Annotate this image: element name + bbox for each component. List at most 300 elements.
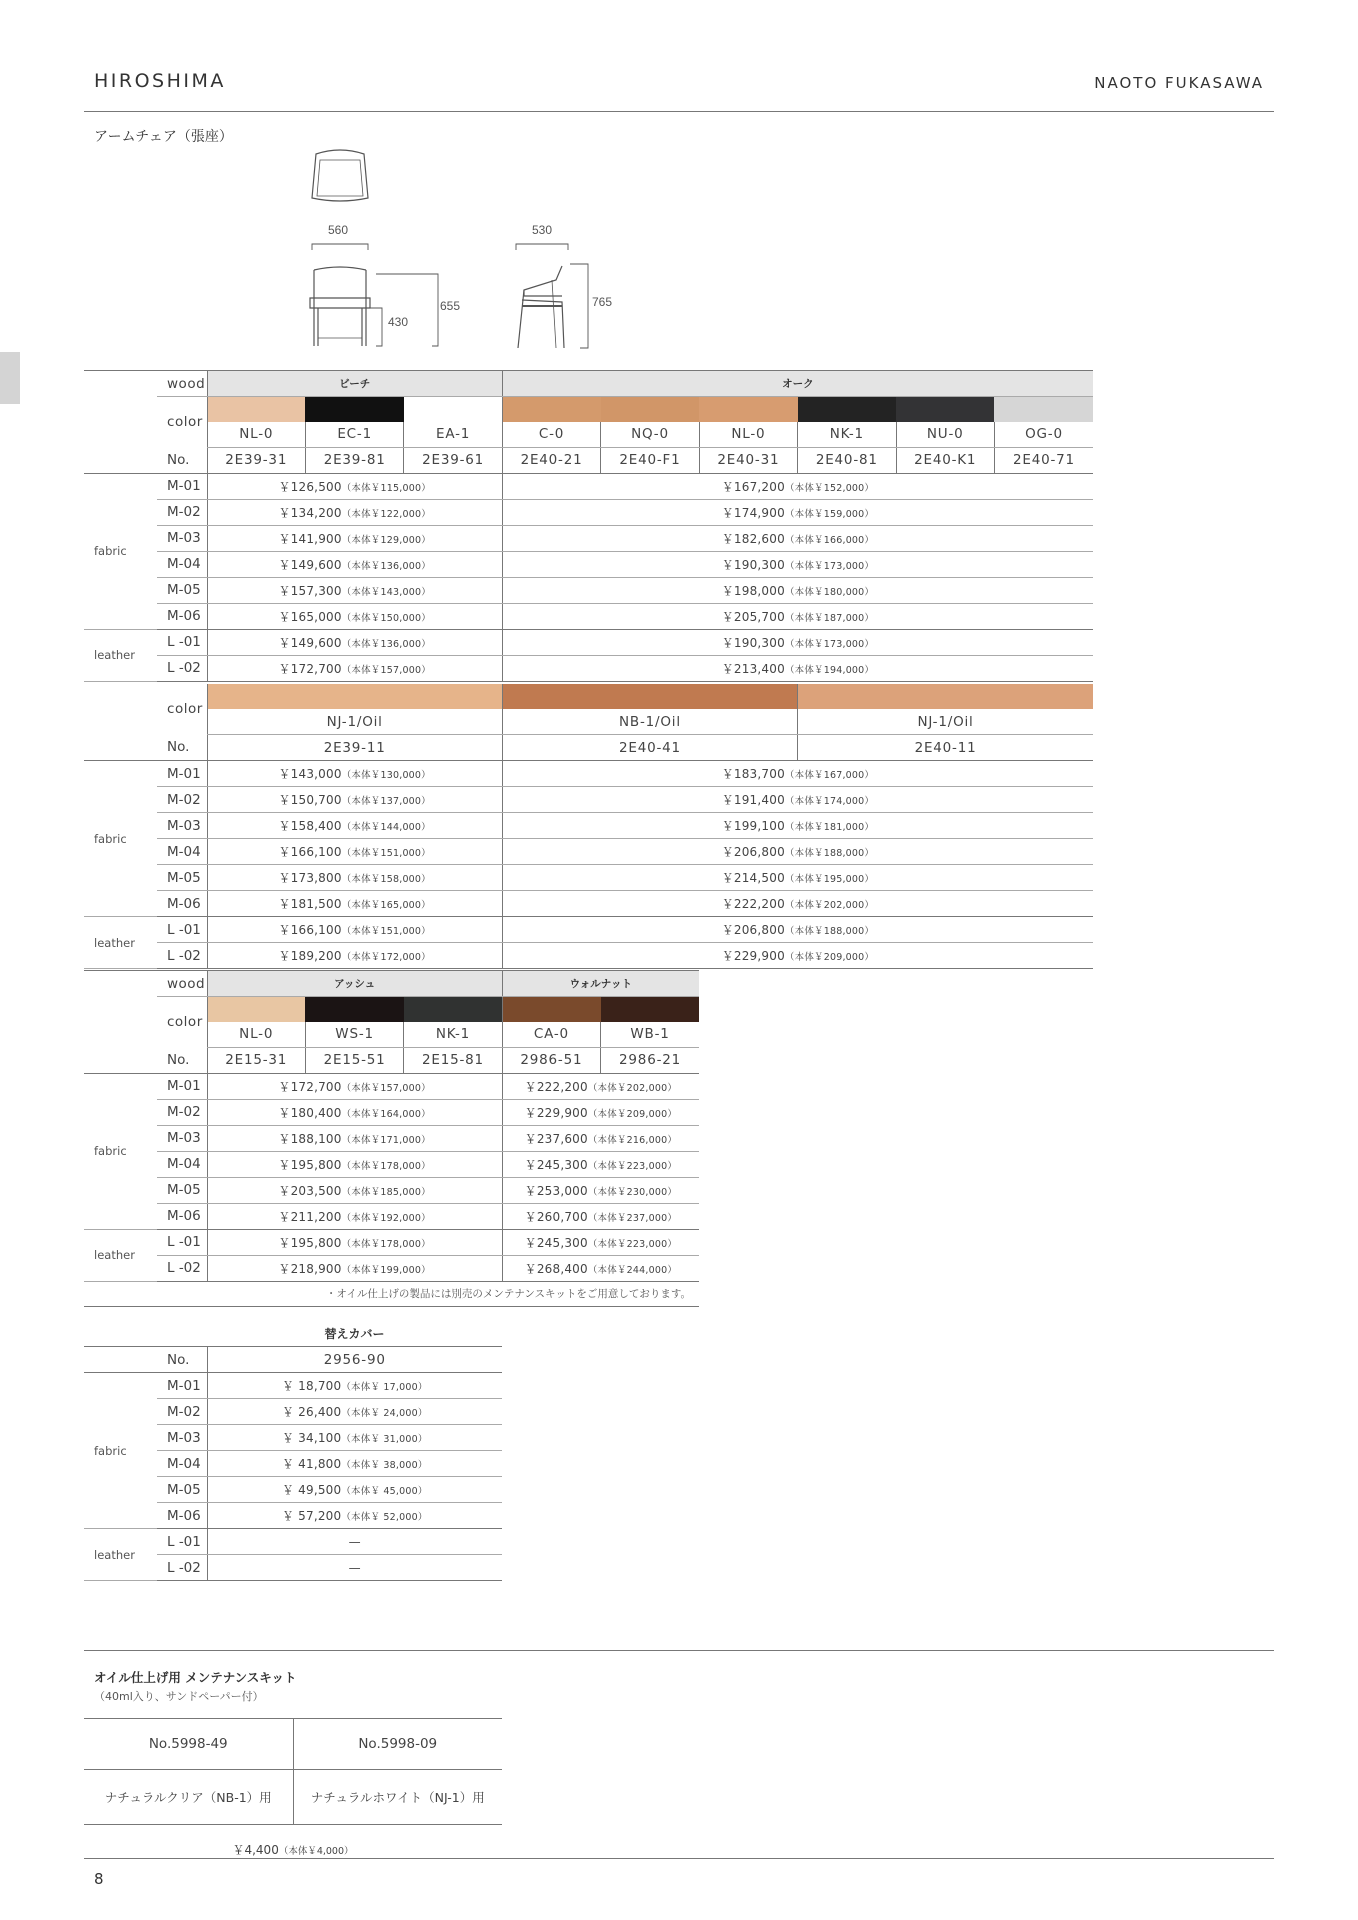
swatch-NU-0 bbox=[896, 397, 994, 422]
price-tax-note: （本体￥157,000） bbox=[341, 664, 431, 676]
price-tax-note: （本体￥136,000） bbox=[341, 638, 431, 650]
kit-code: No.5998-49 bbox=[84, 1719, 293, 1770]
product-code: 2E40-41 bbox=[502, 735, 797, 761]
material-label: fabric bbox=[84, 473, 157, 629]
color-name: NK-1 bbox=[404, 1022, 502, 1048]
t1-price-rows bbox=[84, 473, 1093, 681]
wood-label: wood bbox=[157, 971, 207, 997]
price-tax-note: （本体￥167,000） bbox=[784, 770, 875, 781]
price-cell bbox=[207, 629, 502, 655]
color-name: NQ-0 bbox=[601, 422, 699, 448]
price-value: ￥191,400 bbox=[721, 793, 785, 807]
price-tax-note: （本体￥157,000） bbox=[341, 1082, 431, 1094]
price-tax-note: （本体￥ 38,000） bbox=[341, 1460, 428, 1471]
grade-label: M-02 bbox=[157, 787, 207, 813]
grade-label: M-01 bbox=[157, 761, 207, 787]
price-value: ￥182,600 bbox=[721, 531, 785, 546]
product-code: 2E15-31 bbox=[207, 1047, 305, 1073]
product-code: 2E40-81 bbox=[798, 447, 896, 473]
price-cell bbox=[207, 473, 502, 499]
swatch-OG-0 bbox=[994, 397, 1093, 422]
price-tax-note: （本体￥151,000） bbox=[341, 926, 431, 937]
material-label: leather bbox=[84, 1529, 157, 1581]
kit-price-note: （本体￥4,000） bbox=[278, 1845, 354, 1857]
price-cell bbox=[207, 1451, 502, 1477]
grade-label: M-05 bbox=[157, 865, 207, 891]
price-value: ￥141,900 bbox=[278, 531, 342, 546]
price-cell bbox=[502, 943, 1093, 969]
price-value: ￥218,900 bbox=[278, 1261, 342, 1276]
chair-dimension-diagram bbox=[300, 148, 640, 358]
color-label: color bbox=[167, 414, 203, 430]
wood-label: wood bbox=[157, 371, 207, 397]
brand-title: HIROSHIMA bbox=[94, 70, 226, 92]
t3-price-rows bbox=[84, 1073, 699, 1281]
color-name: C-0 bbox=[502, 422, 600, 448]
grade-label: L -02 bbox=[157, 1255, 207, 1281]
grade-label: M-05 bbox=[157, 577, 207, 603]
product-code: 2E40-K1 bbox=[896, 447, 994, 473]
price-value: ￥253,000 bbox=[524, 1183, 588, 1198]
color-name: CA-0 bbox=[502, 1022, 600, 1048]
wood-ash-header: アッシュ bbox=[207, 971, 502, 997]
price-value: ￥ 26,400 bbox=[281, 1405, 342, 1419]
color-name: NL-0 bbox=[207, 1022, 305, 1048]
dim-arm-height: 655 bbox=[440, 299, 461, 313]
price-value: ￥173,800 bbox=[278, 871, 342, 885]
price-tax-note: （本体￥130,000） bbox=[341, 770, 431, 781]
price-value: ￥190,300 bbox=[721, 557, 785, 572]
cover-price-rows bbox=[84, 1373, 502, 1581]
price-cell bbox=[207, 655, 502, 681]
material-label: fabric bbox=[84, 1073, 157, 1229]
price-cell bbox=[207, 1529, 502, 1555]
kit-name: ナチュラルホワイト（NJ-1）用 bbox=[293, 1770, 502, 1825]
product-code: 2E39-11 bbox=[207, 735, 502, 761]
price-cell bbox=[207, 865, 502, 891]
price-cell bbox=[502, 839, 1093, 865]
price-tax-note: （本体￥171,000） bbox=[341, 1134, 431, 1146]
price-tax-note: （本体￥181,000） bbox=[784, 822, 875, 833]
kit-subtitle: （40ml入り、サンドペーパー付） bbox=[94, 1690, 264, 1703]
price-tax-note: （本体￥143,000） bbox=[341, 586, 431, 598]
color-name: NB-1/Oil bbox=[502, 709, 797, 735]
page-number: 8 bbox=[94, 1870, 104, 1888]
product-code: 2E15-81 bbox=[404, 1047, 502, 1073]
kit-price bbox=[84, 1825, 502, 1874]
product-code: 2986-21 bbox=[601, 1047, 699, 1073]
price-cell bbox=[207, 499, 502, 525]
dim-seat-height: 430 bbox=[388, 315, 409, 329]
price-tax-note: （本体￥152,000） bbox=[784, 482, 875, 494]
product-code: 2E39-31 bbox=[207, 447, 305, 473]
price-tax-note: （本体￥180,000） bbox=[784, 586, 875, 598]
price-cell bbox=[207, 1099, 502, 1125]
kit-price-value: ￥4,400 bbox=[232, 1842, 279, 1857]
price-cell bbox=[207, 1177, 502, 1203]
price-tax-note: （本体￥195,000） bbox=[784, 874, 875, 885]
product-code: 2986-51 bbox=[502, 1047, 600, 1073]
product-code: 2E15-51 bbox=[305, 1047, 403, 1073]
price-cell bbox=[207, 603, 502, 629]
kit-title: オイル仕上げ用 メンテナンスキット bbox=[94, 1670, 297, 1685]
color-name: NJ-1/Oil bbox=[207, 709, 502, 735]
kit-bottom-rule bbox=[84, 1858, 1274, 1859]
grade-label: M-01 bbox=[157, 1073, 207, 1099]
price-value: ￥126,500 bbox=[278, 479, 342, 494]
price-tax-note: （本体￥209,000） bbox=[784, 952, 875, 963]
price-tax-note: （本体￥178,000） bbox=[341, 1160, 431, 1172]
price-cell bbox=[207, 1255, 502, 1281]
price-value: ￥181,500 bbox=[278, 897, 342, 911]
price-cell bbox=[207, 839, 502, 865]
grade-label: L -02 bbox=[157, 1555, 207, 1581]
price-tax-note: （本体￥150,000） bbox=[341, 612, 431, 624]
not-available: — bbox=[348, 1560, 361, 1575]
swatch-WB-1 bbox=[601, 997, 699, 1022]
price-tax-note: （本体￥166,000） bbox=[784, 534, 875, 546]
grade-label: M-05 bbox=[157, 1477, 207, 1503]
price-cell bbox=[207, 1399, 502, 1425]
no-label: No. bbox=[157, 447, 207, 473]
color-name: EA-1 bbox=[404, 422, 502, 448]
grade-label: M-03 bbox=[157, 1125, 207, 1151]
price-value: ￥183,700 bbox=[721, 767, 785, 781]
price-cell bbox=[207, 1425, 502, 1451]
price-cell bbox=[502, 891, 1093, 917]
color-name: OG-0 bbox=[994, 422, 1093, 448]
grade-label: M-02 bbox=[157, 1099, 207, 1125]
cover-code: 2956-90 bbox=[207, 1347, 502, 1373]
price-cell bbox=[207, 917, 502, 943]
price-tax-note: （本体￥ 24,000） bbox=[341, 1408, 428, 1419]
price-tax-note: （本体￥173,000） bbox=[784, 638, 875, 650]
price-value: ￥211,200 bbox=[278, 1209, 342, 1224]
price-tax-note: （本体￥188,000） bbox=[784, 848, 875, 859]
price-value: ￥166,100 bbox=[278, 845, 342, 859]
price-value: ￥198,000 bbox=[721, 583, 785, 598]
price-tax-note: （本体￥ 45,000） bbox=[341, 1486, 428, 1497]
price-cell bbox=[502, 1229, 699, 1255]
grade-label: M-01 bbox=[157, 1373, 207, 1399]
price-cell bbox=[207, 891, 502, 917]
grade-label: M-03 bbox=[157, 525, 207, 551]
price-value: ￥195,800 bbox=[278, 1235, 342, 1250]
price-value: ￥165,000 bbox=[278, 609, 342, 624]
price-value: ￥ 41,800 bbox=[281, 1457, 342, 1471]
kit-table bbox=[84, 1718, 502, 1873]
price-tax-note: （本体￥199,000） bbox=[341, 1264, 431, 1276]
price-cell bbox=[207, 1229, 502, 1255]
price-tax-note: （本体￥202,000） bbox=[784, 900, 875, 911]
product-code: 2E39-81 bbox=[305, 447, 403, 473]
price-cell bbox=[502, 499, 1093, 525]
grade-label: L -01 bbox=[157, 1529, 207, 1555]
price-tax-note: （本体￥136,000） bbox=[341, 560, 431, 572]
product-code: 2E40-71 bbox=[994, 447, 1093, 473]
product-code: 2E40-31 bbox=[699, 447, 797, 473]
price-cell bbox=[207, 1151, 502, 1177]
price-value: ￥245,300 bbox=[524, 1157, 588, 1172]
price-cell bbox=[207, 577, 502, 603]
price-value: ￥203,500 bbox=[278, 1183, 342, 1198]
price-value: ￥206,800 bbox=[721, 923, 785, 937]
grade-label: M-02 bbox=[157, 499, 207, 525]
price-tax-note: （本体￥188,000） bbox=[784, 926, 875, 937]
wood-beech-header: ビーチ bbox=[207, 371, 502, 397]
no-label: No. bbox=[157, 1347, 207, 1373]
price-tax-note: （本体￥194,000） bbox=[784, 664, 875, 676]
price-cell bbox=[207, 761, 502, 787]
swatch-C-0 bbox=[502, 397, 600, 422]
grade-label: M-06 bbox=[157, 1203, 207, 1229]
dim-depth: 530 bbox=[532, 223, 553, 237]
price-tax-note: （本体￥237,000） bbox=[587, 1212, 678, 1224]
price-tax-note: （本体￥209,000） bbox=[587, 1108, 678, 1120]
price-cell bbox=[502, 1177, 699, 1203]
price-cell bbox=[207, 1477, 502, 1503]
grade-label: L -01 bbox=[157, 917, 207, 943]
price-cell bbox=[207, 1073, 502, 1099]
price-value: ￥268,400 bbox=[524, 1261, 588, 1276]
price-value: ￥206,800 bbox=[721, 845, 785, 859]
price-tax-note: （本体￥ 52,000） bbox=[341, 1512, 428, 1523]
price-tax-note: （本体￥164,000） bbox=[341, 1108, 431, 1120]
kit-top-rule bbox=[84, 1650, 1274, 1651]
grade-label: M-06 bbox=[157, 1503, 207, 1529]
color-name: NK-1 bbox=[798, 422, 896, 448]
grade-label: L -01 bbox=[157, 1229, 207, 1255]
price-value: ￥229,900 bbox=[524, 1105, 588, 1120]
price-cell bbox=[502, 787, 1093, 813]
replacement-cover-table bbox=[84, 1321, 502, 1581]
price-tax-note: （本体￥159,000） bbox=[784, 508, 875, 520]
price-value: ￥190,300 bbox=[721, 635, 785, 650]
side-index-tab bbox=[0, 352, 20, 404]
price-cell bbox=[502, 1099, 699, 1125]
price-cell bbox=[502, 525, 1093, 551]
price-value: ￥ 34,100 bbox=[281, 1431, 342, 1445]
color-name: NL-0 bbox=[207, 422, 305, 448]
price-cell bbox=[207, 1203, 502, 1229]
price-tax-note: （本体￥122,000） bbox=[341, 508, 431, 520]
price-tax-note: （本体￥ 17,000） bbox=[341, 1382, 428, 1393]
swatch-NL-0-oak bbox=[699, 397, 797, 422]
color-name: EC-1 bbox=[305, 422, 403, 448]
price-value: ￥174,900 bbox=[721, 505, 785, 520]
price-value: ￥237,600 bbox=[524, 1131, 588, 1146]
price-cell bbox=[207, 943, 502, 969]
material-label: fabric bbox=[84, 1373, 157, 1529]
grade-label: L -02 bbox=[157, 655, 207, 681]
grade-label: M-05 bbox=[157, 1177, 207, 1203]
price-tax-note: （本体￥185,000） bbox=[341, 1186, 431, 1198]
swatch-NK-1-ash bbox=[404, 997, 502, 1022]
price-value: ￥ 18,700 bbox=[281, 1379, 342, 1393]
color-name: WS-1 bbox=[305, 1022, 403, 1048]
price-cell bbox=[502, 813, 1093, 839]
price-value: ￥ 57,200 bbox=[281, 1509, 342, 1523]
color-name: WB-1 bbox=[601, 1022, 699, 1048]
price-tax-note: （本体￥187,000） bbox=[784, 612, 875, 624]
price-value: ￥157,300 bbox=[278, 583, 342, 598]
color-name: NU-0 bbox=[896, 422, 994, 448]
price-cell bbox=[502, 1125, 699, 1151]
price-tax-note: （本体￥ 31,000） bbox=[341, 1434, 428, 1445]
price-value: ￥167,200 bbox=[721, 479, 785, 494]
grade-label: M-02 bbox=[157, 1399, 207, 1425]
price-cell bbox=[502, 1255, 699, 1281]
price-value: ￥166,100 bbox=[278, 923, 342, 937]
price-cell bbox=[207, 525, 502, 551]
price-cell bbox=[502, 1151, 699, 1177]
grade-label: M-06 bbox=[157, 891, 207, 917]
price-value: ￥ 49,500 bbox=[281, 1483, 342, 1497]
price-cell bbox=[207, 1125, 502, 1151]
price-value: ￥180,400 bbox=[278, 1105, 342, 1120]
price-tax-note: （本体￥137,000） bbox=[341, 796, 431, 807]
price-value: ￥134,200 bbox=[278, 505, 342, 520]
swatch-EC-1 bbox=[305, 397, 403, 422]
swatch-EA-1 bbox=[404, 397, 502, 422]
price-cell bbox=[207, 813, 502, 839]
price-value: ￥149,600 bbox=[278, 635, 342, 650]
color-name: NJ-1/Oil bbox=[798, 709, 1093, 735]
grade-label: M-04 bbox=[157, 1151, 207, 1177]
swatch-NK-1 bbox=[798, 397, 896, 422]
price-value: ￥213,400 bbox=[721, 661, 785, 676]
price-cell bbox=[502, 1073, 699, 1099]
swatch-NJ-1-oil-oak bbox=[798, 684, 1093, 709]
price-value: ￥158,400 bbox=[278, 819, 342, 833]
swatch-NL-0 bbox=[207, 397, 305, 422]
price-cell bbox=[502, 473, 1093, 499]
swatch-NB-1-oil bbox=[502, 684, 797, 709]
price-cell bbox=[502, 603, 1093, 629]
price-cell bbox=[207, 551, 502, 577]
kit-code: No.5998-09 bbox=[293, 1719, 502, 1770]
price-table-ash-walnut bbox=[84, 970, 699, 1307]
no-label: No. bbox=[157, 1047, 207, 1073]
swatch-NQ-0 bbox=[601, 397, 699, 422]
price-tax-note: （本体￥192,000） bbox=[341, 1212, 431, 1224]
price-value: ￥188,100 bbox=[278, 1131, 342, 1146]
price-table-beech-oak bbox=[84, 370, 1093, 682]
designer-name: NAOTO FUKASAWA bbox=[1094, 74, 1264, 92]
swatch-NJ-1-oil-beech bbox=[207, 684, 502, 709]
grade-label: L -02 bbox=[157, 943, 207, 969]
cover-title: 替えカバー bbox=[324, 1327, 385, 1341]
product-code: 2E40-F1 bbox=[601, 447, 699, 473]
material-label: leather bbox=[84, 1229, 157, 1281]
grade-label: M-01 bbox=[157, 473, 207, 499]
price-value: ￥172,700 bbox=[278, 661, 342, 676]
section-title: アームチェア（張座） bbox=[94, 129, 233, 145]
grade-label: M-03 bbox=[157, 1425, 207, 1451]
wood-walnut-header: ウォルナット bbox=[502, 971, 699, 997]
price-cell bbox=[207, 1555, 502, 1581]
swatch-WS-1 bbox=[305, 997, 403, 1022]
price-cell bbox=[207, 1373, 502, 1399]
price-tax-note: （本体￥223,000） bbox=[587, 1238, 678, 1250]
price-cell bbox=[502, 761, 1093, 787]
kit-name: ナチュラルクリア（NB-1）用 bbox=[84, 1770, 293, 1825]
price-cell bbox=[207, 787, 502, 813]
grade-label: L -01 bbox=[157, 629, 207, 655]
price-cell bbox=[207, 1503, 502, 1529]
price-value: ￥189,200 bbox=[278, 949, 342, 963]
grade-label: M-06 bbox=[157, 603, 207, 629]
grade-label: M-04 bbox=[157, 551, 207, 577]
dim-height: 765 bbox=[592, 295, 613, 309]
price-table-oil bbox=[84, 684, 1093, 969]
price-tax-note: （本体￥202,000） bbox=[587, 1082, 678, 1094]
price-tax-note: （本体￥216,000） bbox=[587, 1134, 678, 1146]
header-rule bbox=[84, 111, 1274, 112]
price-tax-note: （本体￥174,000） bbox=[784, 796, 875, 807]
price-tax-note: （本体￥178,000） bbox=[341, 1238, 431, 1250]
price-cell bbox=[502, 655, 1093, 681]
price-cell bbox=[502, 865, 1093, 891]
price-value: ￥199,100 bbox=[721, 819, 785, 833]
price-value: ￥260,700 bbox=[524, 1209, 588, 1224]
price-tax-note: （本体￥173,000） bbox=[784, 560, 875, 572]
material-label: fabric bbox=[84, 761, 157, 917]
price-tax-note: （本体￥244,000） bbox=[587, 1264, 678, 1276]
grade-label: M-04 bbox=[157, 1451, 207, 1477]
dim-width: 560 bbox=[328, 223, 349, 237]
price-value: ￥143,000 bbox=[278, 767, 342, 781]
price-value: ￥214,500 bbox=[721, 871, 785, 885]
price-cell bbox=[502, 917, 1093, 943]
price-value: ￥172,700 bbox=[278, 1079, 342, 1094]
t2-price-rows bbox=[84, 761, 1093, 969]
price-cell bbox=[502, 551, 1093, 577]
price-value: ￥229,900 bbox=[721, 949, 785, 963]
price-value: ￥195,800 bbox=[278, 1157, 342, 1172]
product-code: 2E40-21 bbox=[502, 447, 600, 473]
price-value: ￥205,700 bbox=[721, 609, 785, 624]
price-value: ￥150,700 bbox=[278, 793, 342, 807]
price-tax-note: （本体￥230,000） bbox=[587, 1186, 678, 1198]
price-tax-note: （本体￥115,000） bbox=[341, 482, 431, 494]
price-cell bbox=[502, 1203, 699, 1229]
not-available: — bbox=[348, 1534, 361, 1549]
price-tax-note: （本体￥165,000） bbox=[341, 900, 431, 911]
product-code: 2E39-61 bbox=[404, 447, 502, 473]
price-value: ￥222,200 bbox=[721, 897, 785, 911]
oil-kit-note: ・オイル仕上げの製品には別売のメンテナンスキットをご用意しております。 bbox=[84, 1281, 699, 1306]
material-label: leather bbox=[84, 629, 157, 681]
color-label: color bbox=[167, 701, 203, 718]
swatch-NL-0-ash bbox=[207, 997, 305, 1022]
swatch-CA-0 bbox=[502, 997, 600, 1022]
price-tax-note: （本体￥223,000） bbox=[587, 1160, 678, 1172]
price-tax-note: （本体￥158,000） bbox=[341, 874, 431, 885]
color-name: NL-0 bbox=[699, 422, 797, 448]
color-label: color bbox=[167, 1014, 203, 1030]
price-cell bbox=[502, 629, 1093, 655]
price-tax-note: （本体￥172,000） bbox=[341, 952, 431, 963]
price-cell bbox=[502, 577, 1093, 603]
price-value: ￥222,200 bbox=[524, 1079, 588, 1094]
price-value: ￥149,600 bbox=[278, 557, 342, 572]
wood-oak-header: オーク bbox=[502, 371, 1093, 397]
grade-label: M-03 bbox=[157, 813, 207, 839]
price-tax-note: （本体￥129,000） bbox=[341, 534, 431, 546]
price-tax-note: （本体￥144,000） bbox=[341, 822, 431, 833]
product-code: 2E40-11 bbox=[798, 735, 1093, 761]
